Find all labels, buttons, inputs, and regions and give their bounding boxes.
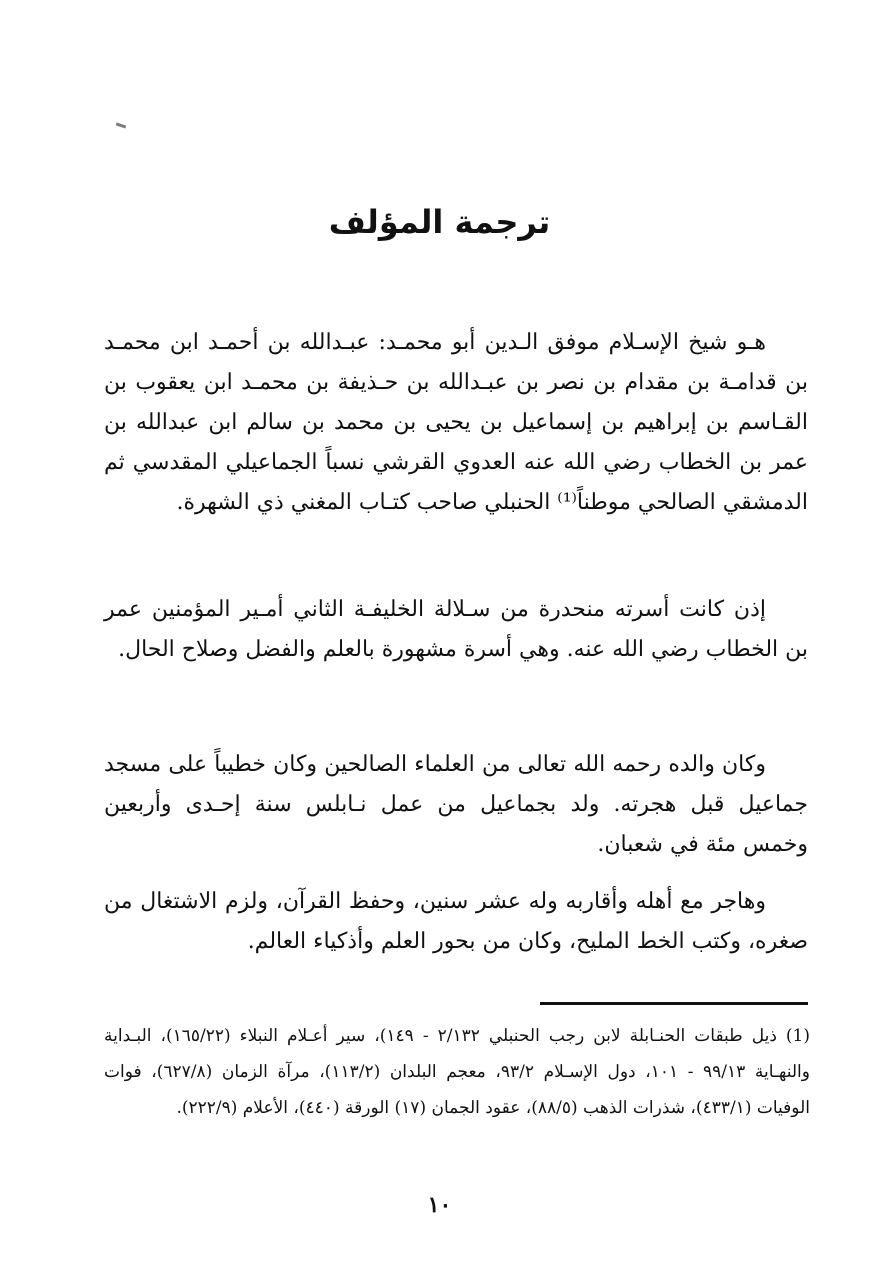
page-title: ترجمة المؤلف bbox=[328, 203, 551, 241]
page-number: ١٠ bbox=[427, 1192, 452, 1218]
footnote-text: (1) ذيل طبقات الحنـابلة لابن رجب الحنبلي ٢/١٣٢ - ١٤٩)، سير أعـلام النبلاء (١٦٥/٢٢)، البـداية والنهـاية ٩٩/١٣ - ١٠١، دول الإسـلام ٩٣/٢، معجم البلدان (١١٣/٢)، مرآة الزمان (٦٢٧/٨)، فوات الوفيات (٤٣٣/١)، شذرات الذهب (٨٨/٥)، عقود الجمان (١٧) الورقة (٤٤٠)، الأعلام (٢٢٢/٩). bbox=[104, 1026, 811, 1118]
biography-paragraph-4 bbox=[104, 882, 808, 962]
biography-paragraph-3 bbox=[104, 745, 808, 865]
footnote-divider bbox=[540, 1002, 808, 1005]
paragraph-text: هـو شيخ الإسـلام موفق الـدين أبو محمـد: عبـدالله بن أحمـد ابن محمـد بن قدامـة بن مقدام بن نصر بن عبـدالله بن حـذيفة بن محمـد ابن يعقوب بن القـاسم بن إبراهيم بن إسماعيل بن يحيى بن محمد بن سالم ابن عبدالله بن عمر بن الخطاب رضي الله عنه العدوي القرشي نسباً الجماعيلي المقدسي ثم الدمشقي الصالحي موطناً⁽¹⁾ الحنبلي صاحب كتـاب المغني ذي الشهرة. bbox=[104, 330, 808, 515]
paragraph-text: إذن كانت أسرته منحدرة من سـلالة الخليفـة الثاني أمـير المؤمنين عمر بن الخطاب رضي الله عنه. وهي أسرة مشهورة بالعلم والفضل وصلاح الحال. bbox=[104, 597, 808, 662]
paragraph-text: وهاجر مع أهله وأقاربه وله عشر سنين، وحفظ القرآن، ولزم الاشتغال من صغره، وكتب الخط المليح، وكان من بحور العلم وأذكياء العالم. bbox=[104, 889, 808, 954]
paragraph-text: وكان والده رحمه الله تعالى من العلماء الصالحين وكان خطيباً على مسجد جماعيل قبل هجرته. ولد بجماعيل من عمل نـابلس سنة إحـدى وأربعين وخمس مئة في شعبان. bbox=[104, 752, 808, 857]
scan-mark bbox=[116, 123, 126, 129]
biography-paragraph-1 bbox=[104, 323, 808, 523]
footnote bbox=[104, 1018, 810, 1126]
biography-paragraph-2 bbox=[104, 590, 808, 670]
